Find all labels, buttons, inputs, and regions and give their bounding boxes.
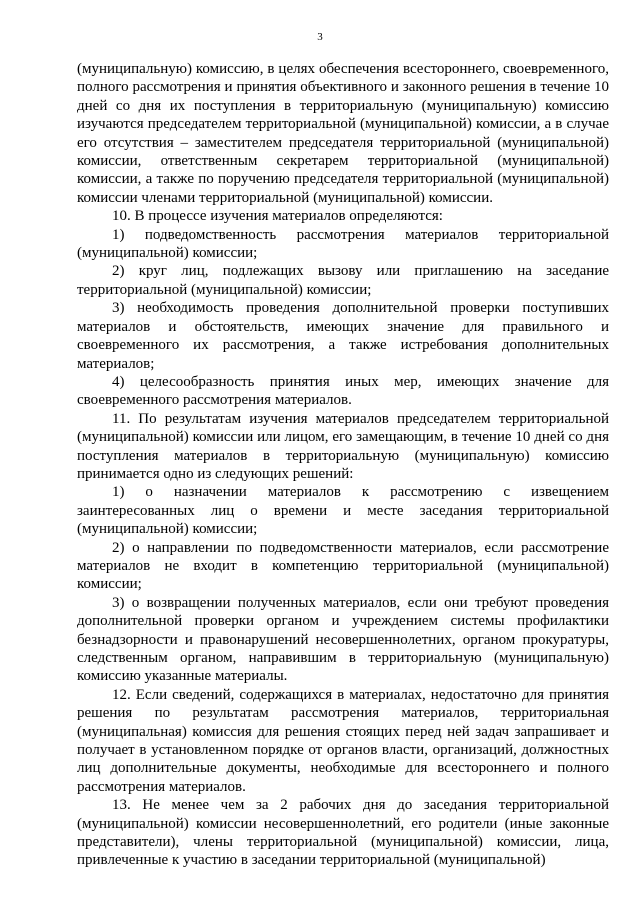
paragraph-item-11-3: 3) о возвращении полученных материалов, если они требуют проведения дополнительной проверки органом и учреждением системы профилактики безнадзорности и правонарушений несовершеннолетних, органом прокуратуры, следственным органом, направившим в территориальную (муниципальную) комиссию указанные материалы.: [77, 594, 609, 685]
paragraph-item-11-2: 2) о направлении по подведомственности материалов, если рассмотрение материалов не входит в компетенцию территориальной (муниципальной) комиссии;: [77, 539, 609, 593]
page-number: 3: [317, 31, 323, 43]
paragraph-item-12: 12. Если сведений, содержащихся в материалах, недостаточно для принятия решения по результатам рассмотрения материалов, территориальная (муниципальная) комиссия для решения стоящих перед ней задач запрашивает и получает в установленном порядке от органов власти, организаций, должностных лиц дополнительные документы, необходимые для всестороннего и полного рассмотрения материалов.: [77, 686, 609, 795]
paragraph-item-10-1: 1) подведомственность рассмотрения материалов территориальной (муниципальной) комиссии;: [77, 226, 609, 262]
paragraph-item-10: 10. В процессе изучения материалов определяются:: [112, 208, 443, 225]
paragraph-item-10-2: 2) круг лиц, подлежащих вызову или приглашению на заседание территориальной (муниципальной) комиссии;: [77, 263, 609, 298]
paragraph-continuation: (муниципальную) комиссию, в целях обеспечения всестороннего, своевременного, полного рассмотрения и принятия объективного и законного решения в течение 10 дней со дня их поступления в территориальную (муниципальную) комиссию изучаются председателем территориальной (муниципальной) комиссии, а в случае его отсутствия – заместителем председателя территориальной (муниципальной) комиссии, ответственным секретарем территориальной (муниципальной) комиссии, а также по поручению председателя территориальной (муниципальной) комиссии членами территориальной (муниципальной) комиссии.: [77, 61, 609, 206]
paragraph-item-11-1: 1) о назначении материалов к рассмотрению с извещением заинтересованных лиц о времени и месте заседания территориальной (муниципальной) комиссии;: [77, 484, 609, 538]
paragraph-item-10-3: 3) необходимость проведения дополнительной проверки поступивших материалов и обстоятельств, имеющих значение для правильного и своевременного их рассмотрения, а также истребования дополнительных материалов;: [77, 300, 609, 372]
paragraph-item-11: 11. По результатам изучения материалов председателем территориальной (муниципальной) комиссии или лицом, его замещающим, в течение 10 дней со дня поступления материалов в территориальную (муниципальную) комиссию принимается одно из следующих решений:: [77, 410, 609, 482]
document-body: [77, 60, 609, 870]
paragraph-item-13: 13. Не менее чем за 2 рабочих дня до заседания территориальной (муниципальной) комиссии несовершеннолетний, его родители (иные законные представители), члены территориальной (муниципальной) комиссии, лица, привлеченные к участию в заседании территориальной (муниципальной): [77, 797, 609, 869]
paragraph-item-10-4: 4) целесообразность принятия иных мер, имеющих значение для своевременного рассмотрения материалов.: [77, 373, 609, 409]
